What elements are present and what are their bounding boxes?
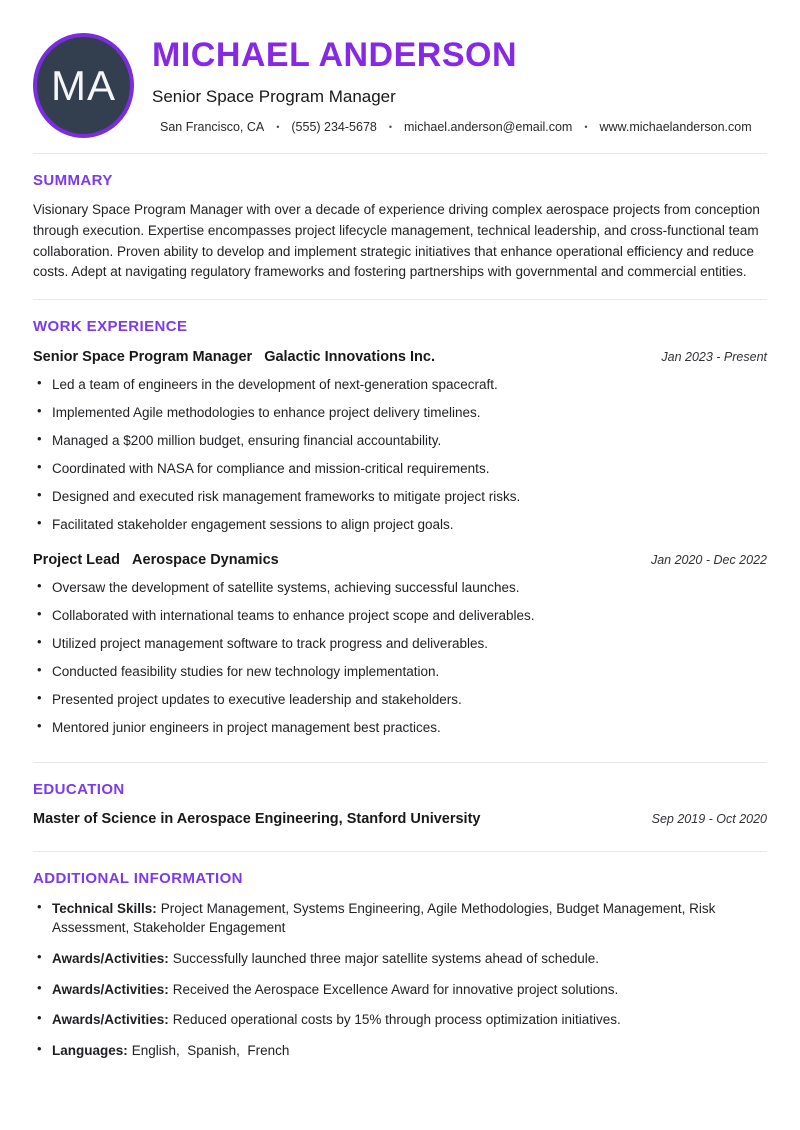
bullet-item: • Coordinated with NASA for compliance and mission-critical requirements. xyxy=(33,459,767,479)
resume-header xyxy=(33,0,767,138)
info-text: Reduced operational costs by 15% through process optimization initiatives. xyxy=(172,1012,621,1028)
bullet-item: • Conducted feasibility studies for new technology implementation. xyxy=(33,662,767,682)
bullet-separator-icon: • xyxy=(388,121,393,132)
bullet-item: • Designed and executed risk management frameworks to mitigate project risks. xyxy=(33,487,767,507)
contact-website: www.michaelanderson.com xyxy=(599,120,752,134)
contact-location: San Francisco, CA xyxy=(160,120,265,134)
bullet-item: • Facilitated stakeholder engagement sessions to align project goals. xyxy=(33,515,767,535)
summary-heading: SUMMARY xyxy=(33,172,113,189)
info-item xyxy=(33,949,767,969)
info-item xyxy=(33,980,767,1000)
info-list xyxy=(33,899,767,1060)
section-divider xyxy=(33,762,767,763)
job-company: Galactic Innovations Inc. xyxy=(264,349,436,366)
avatar xyxy=(33,33,134,138)
info-item xyxy=(33,899,767,938)
info-text: Received the Aerospace Excellence Award for innovative project solutions. xyxy=(172,981,619,997)
job-title-line xyxy=(33,349,435,365)
section-summary xyxy=(33,172,767,283)
contact-email: michael.anderson@email.com xyxy=(404,120,573,134)
bullet-item: • Collaborated with international teams to enhance project scope and deliverables. xyxy=(33,606,767,626)
job-header xyxy=(33,349,767,365)
education-degree: Master of Science in Aerospace Engineering, Stanford University xyxy=(33,810,481,827)
info-item xyxy=(33,1010,767,1030)
bullet-item: • Led a team of engineers in the development of next-generation spacecraft. xyxy=(33,375,767,395)
contact-phone: (555) 234-5678 xyxy=(291,120,377,134)
job-company: Aerospace Dynamics xyxy=(132,552,279,568)
section-work-experience xyxy=(33,318,767,738)
job-header xyxy=(33,552,767,568)
job-bullet-list xyxy=(33,375,767,535)
info-label: Technical Skills: xyxy=(52,900,157,916)
bullet-item: • Mentored junior engineers in project management best practices. xyxy=(33,718,767,738)
bullet-item: • Implemented Agile methodologies to enhance project delivery timelines. xyxy=(33,403,767,423)
info-item xyxy=(33,1041,767,1061)
info-text: Project Management, Systems Engineering, Agile Methodologies, Budget Management, Risk Assessment, Stakeholder Engagement xyxy=(52,900,719,936)
bullet-item: • Managed a $200 million budget, ensuring financial accountability. xyxy=(33,431,767,451)
education-dates: Sep 2019 - Oct 2020 xyxy=(651,811,767,826)
section-divider xyxy=(33,153,767,154)
job-bullet-list xyxy=(33,578,767,738)
section-divider xyxy=(33,851,767,852)
bullet-separator-icon: • xyxy=(584,121,588,132)
info-label: Languages: xyxy=(52,1042,128,1058)
job-dates: Jan 2023 - Present xyxy=(661,350,767,365)
candidate-name: MICHAEL ANDERSON xyxy=(152,36,518,74)
job-entry xyxy=(33,349,767,535)
education-heading: EDUCATION xyxy=(33,780,125,798)
info-label: Awards/Activities: xyxy=(52,1012,169,1028)
bullet-item: • Presented project updates to executive leadership and stakeholders. xyxy=(33,690,767,710)
job-title-line xyxy=(33,552,279,568)
contact-row xyxy=(160,120,767,134)
summary-text: Visionary Space Program Manager with over a decade of experience driving complex aerospace projects from conception through execution. Expertise encompasses project lifecycle management, technical leadership, and cross-functional team collaboration. Proven ability to develop and implement strategic initiatives that enhance operational efficiency and reduce costs. Adept at navigating regulatory frameworks and fostering partnerships with governmental and commercial entities. xyxy=(33,202,760,280)
job-dates: Jan 2020 - Dec 2022 xyxy=(650,553,767,567)
bullet-item: • Oversaw the development of satellite systems, achieving successful launches. xyxy=(33,578,767,598)
section-additional-information xyxy=(33,870,767,1060)
work-experience-heading: WORK EXPERIENCE xyxy=(33,318,188,336)
bullet-separator-icon: • xyxy=(276,121,280,132)
professional-title: Senior Space Program Manager xyxy=(152,87,396,106)
additional-information-heading: ADDITIONAL INFORMATION xyxy=(33,869,243,887)
info-label: Awards/Activities: xyxy=(52,981,169,997)
section-divider xyxy=(33,299,767,300)
education-entry xyxy=(33,811,767,827)
header-text xyxy=(152,33,767,134)
bullet-item: • Utilized project management software to track progress and deliverables. xyxy=(33,634,767,654)
avatar-initials: MA xyxy=(51,61,116,109)
info-text: Successfully launched three major satellite systems ahead of schedule. xyxy=(172,951,600,966)
job-title: Senior Space Program Manager xyxy=(33,349,253,366)
section-education xyxy=(33,781,767,827)
info-label: Awards/Activities: xyxy=(52,951,169,966)
job-title: Project Lead xyxy=(33,552,121,568)
info-text: English, Spanish, French xyxy=(131,1042,290,1058)
job-entry xyxy=(33,552,767,738)
